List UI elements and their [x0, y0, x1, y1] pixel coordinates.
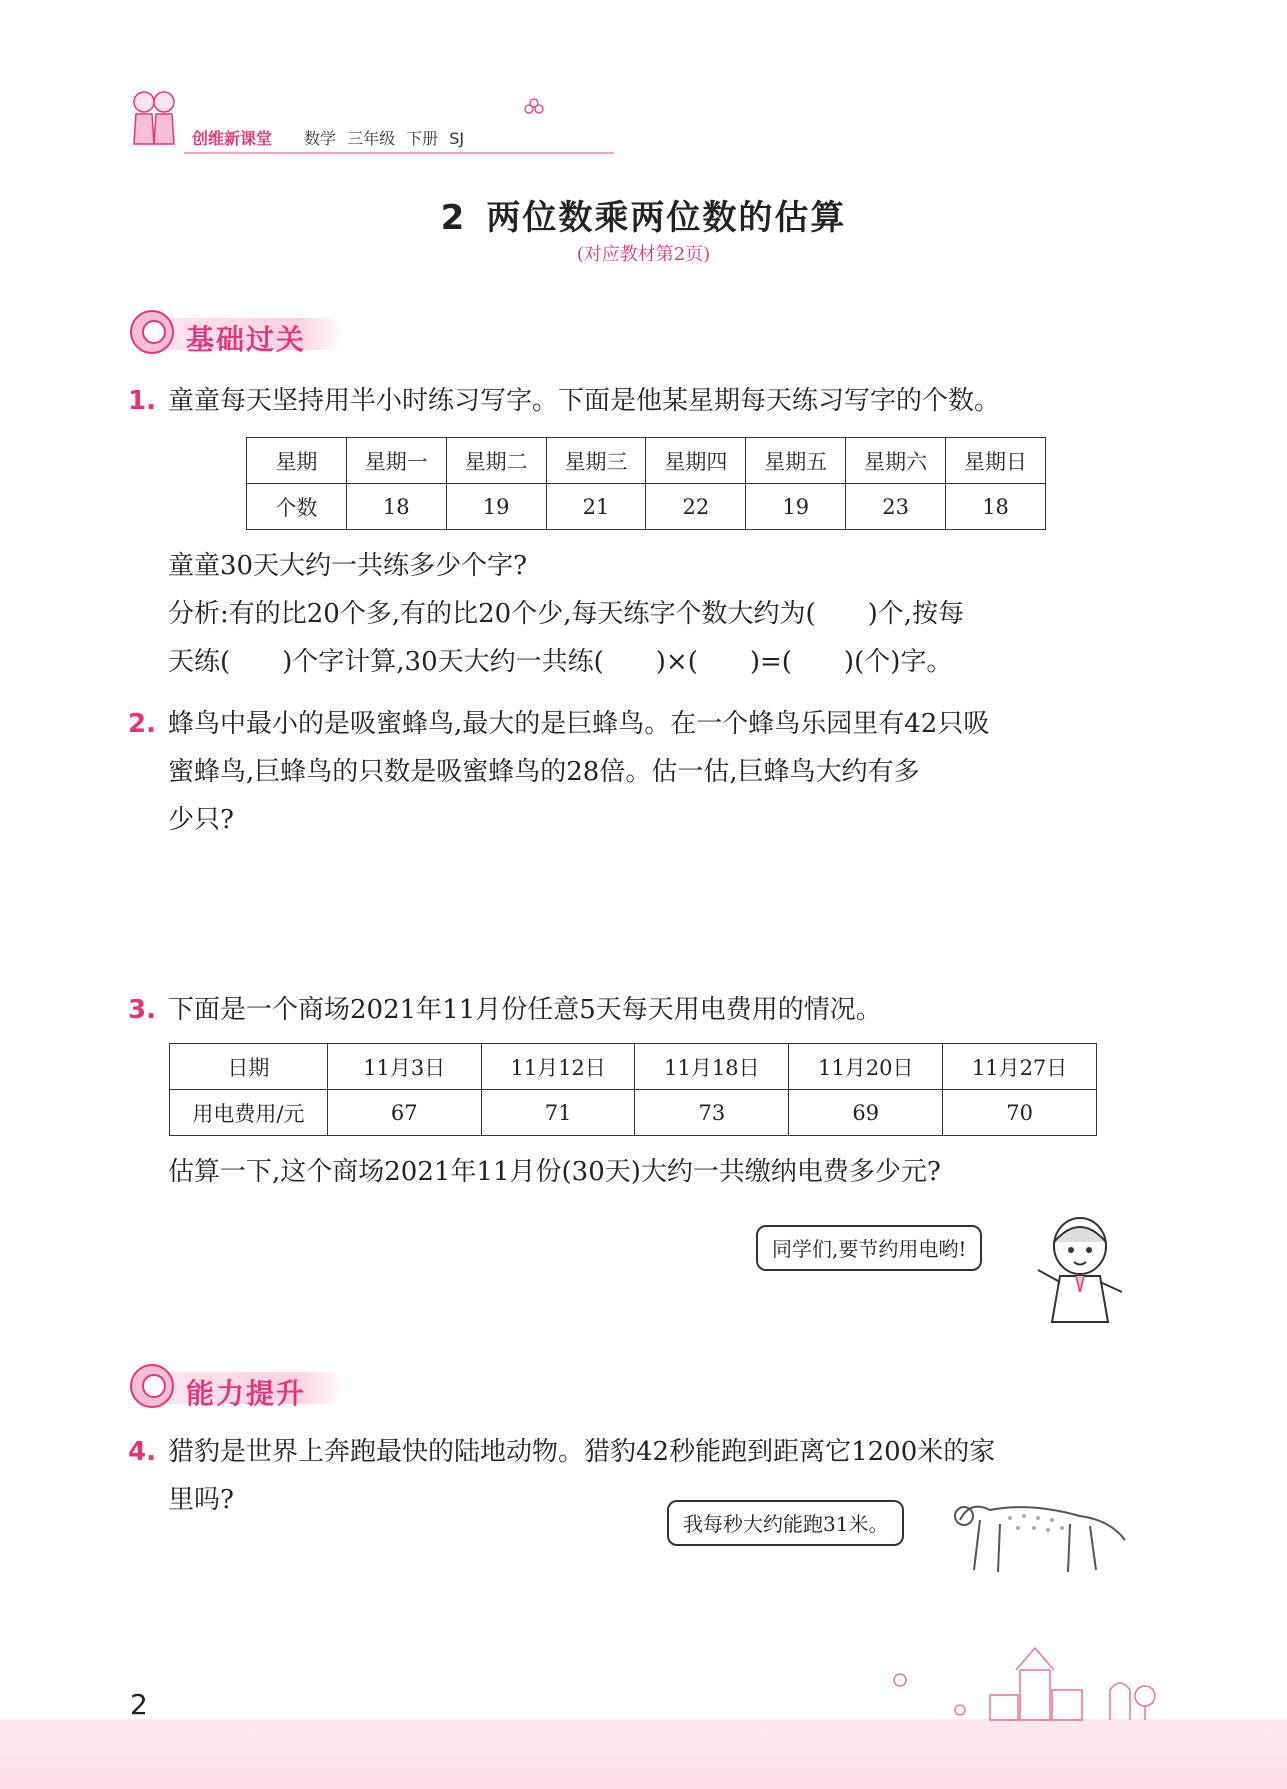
table-cell: 18	[946, 484, 1046, 530]
cheetah-icon	[950, 1490, 1130, 1580]
table-cell: 19	[446, 484, 546, 530]
page-title	[0, 190, 1287, 239]
table-cell: 星期四	[646, 438, 746, 484]
question-number: 4.	[128, 1437, 156, 1467]
table-cell: 67	[327, 1090, 481, 1136]
table-cell: 星期二	[446, 438, 546, 484]
table-cell: 19	[746, 484, 846, 530]
section-badge-icon	[130, 1364, 174, 1408]
table-cell: 23	[846, 484, 946, 530]
table-cell: 11月18日	[635, 1044, 789, 1090]
table-cell: 11月27日	[943, 1044, 1097, 1090]
textbook-reference: (对应教材第2页)	[576, 244, 711, 265]
table-cell: 18	[346, 484, 446, 530]
table-cell: 11月20日	[789, 1044, 943, 1090]
girl-icon	[1030, 1212, 1130, 1332]
electricity-table	[169, 1043, 1097, 1136]
section-advanced	[130, 1362, 360, 1412]
table-cell: 星期	[247, 438, 347, 484]
question-1	[128, 377, 1128, 425]
table-cell: 71	[481, 1090, 635, 1136]
table-cell: 星期六	[846, 438, 946, 484]
book-subject: 数学 三年级 下册 SJ	[304, 129, 465, 148]
section-basic	[130, 308, 360, 358]
table-cell: 70	[943, 1090, 1097, 1136]
page-header	[128, 88, 828, 158]
speech-bubble: 我每秒大约能跑31米。	[667, 1500, 904, 1546]
table-cell: 星期日	[946, 438, 1046, 484]
table-row	[170, 1044, 1097, 1090]
question-3-followup	[128, 1148, 1128, 1196]
question-text: 里吗?	[168, 1485, 234, 1515]
question-text: 估算一下,这个商场2021年11月份(30天)大约一共缴纳电费多少元?	[168, 1157, 941, 1187]
table-cell: 用电费用/元	[170, 1090, 328, 1136]
table-cell: 21	[546, 484, 646, 530]
question-text: 蜜蜂鸟,巨蜂鸟的只数是吸蜜蜂鸟的28倍。估一估,巨蜂鸟大约有多	[168, 757, 920, 787]
table-row	[247, 438, 1046, 484]
question-text: 少只?	[168, 805, 234, 835]
section-badge-icon	[130, 310, 174, 354]
table-row	[170, 1090, 1097, 1136]
question-number: 1.	[128, 386, 156, 416]
practice-table	[246, 437, 1046, 530]
castle-icon	[880, 1640, 1160, 1730]
question-3	[128, 986, 1128, 1034]
flower-icon	[524, 98, 544, 118]
question-number: 3.	[128, 995, 156, 1025]
table-cell: 星期一	[346, 438, 446, 484]
section-title: 基础过关	[186, 323, 307, 356]
table-cell: 73	[635, 1090, 789, 1136]
speech-bubble: 同学们,要节约用电哟!	[756, 1225, 982, 1271]
question-text: 下面是一个商场2021年11月份任意5天每天用电费用的情况。	[168, 995, 882, 1025]
table-cell: 个数	[247, 484, 347, 530]
question-text: 猎豹是世界上奔跑最快的陆地动物。猎豹42秒能跑到距离它1200米的家	[168, 1437, 996, 1467]
analysis-line: 天练( )个字计算,30天大约一共练( )×( )=( )(个)字。	[168, 647, 953, 677]
analysis-line: 分析:有的比20个多,有的比20个少,每天练字个数大约为( )个,按每	[168, 599, 965, 629]
table-cell: 星期五	[746, 438, 846, 484]
table-cell: 日期	[170, 1044, 328, 1090]
table-cell: 69	[789, 1090, 943, 1136]
table-cell: 星期三	[546, 438, 646, 484]
question-text: 童童每天坚持用半小时练习写字。下面是他某星期每天练习写字的个数。	[168, 386, 1001, 416]
lesson-title: 两位数乘两位数的估算	[486, 198, 847, 238]
section-title: 能力提升	[186, 1377, 307, 1410]
question-1-followup	[128, 542, 1128, 686]
question-number: 2.	[128, 709, 156, 739]
question-text: 蜂鸟中最小的是吸蜜蜂鸟,最大的是巨蜂鸟。在一个蜂鸟乐园里有42只吸	[168, 709, 990, 739]
kids-icon	[128, 88, 180, 152]
header-rule	[184, 152, 614, 154]
lesson-number: 2	[440, 198, 467, 238]
table-row	[247, 484, 1046, 530]
brand-name: 创维新课堂	[192, 129, 273, 148]
question-text: 童童30天大约一共练多少个字?	[168, 551, 528, 581]
page-number: 2	[130, 1688, 148, 1721]
table-cell: 11月12日	[481, 1044, 635, 1090]
question-2	[128, 700, 1128, 844]
table-cell: 22	[646, 484, 746, 530]
table-cell: 11月3日	[327, 1044, 481, 1090]
